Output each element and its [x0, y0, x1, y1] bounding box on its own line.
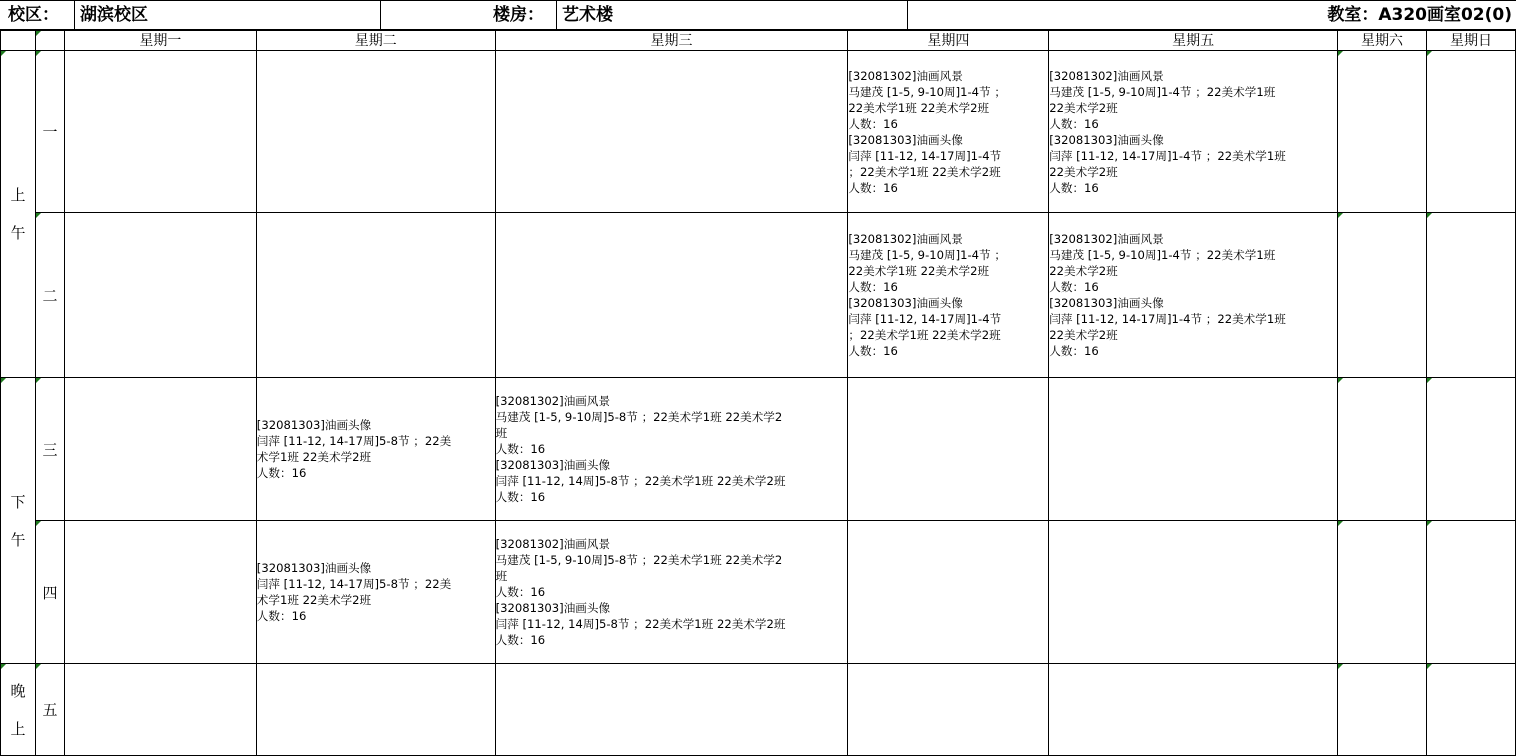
course-line: 闫萍 [11-12, 14-17周]1-4节	[848, 148, 1002, 163]
cell-p1-wed[interactable]	[495, 51, 848, 213]
course-line: 马建茂 [1-5, 9-10周]1-4节 ；22美术学1班	[1049, 248, 1276, 262]
course-line: 闫萍 [11-12, 14-17周]1-4节 ；22美术学1班	[1049, 148, 1286, 163]
cell-p1-tue[interactable]	[256, 51, 495, 213]
cell-p5-sat[interactable]	[1338, 664, 1427, 756]
period-label-5: 五	[35, 664, 64, 756]
course-line: 人数：16	[495, 585, 546, 599]
day-header-sat: 星期六	[1338, 31, 1427, 51]
course-line: 闫萍 [11-12, 14-17周]5-8节 ；22美	[256, 577, 452, 591]
course-line: [32081303]油画头像	[256, 418, 372, 432]
campus-value: 湖滨校区	[75, 0, 381, 30]
course-line: 22美术学2班	[1049, 100, 1118, 115]
cell-p3-tue[interactable]	[256, 378, 495, 521]
room-label: 教室：	[1327, 5, 1379, 25]
cell-p3-sat[interactable]	[1338, 378, 1427, 521]
course-line: [32081302]油画风景	[848, 68, 963, 83]
cell-p4-thu[interactable]	[848, 521, 1049, 664]
cell-p2-wed[interactable]	[495, 213, 848, 378]
course-line: [32081303]油画头像	[1049, 132, 1164, 147]
cell-p2-thu[interactable]	[848, 213, 1049, 378]
cell-p4-wed[interactable]	[495, 521, 848, 664]
day-header-wed: 星期三	[495, 31, 848, 51]
cell-p3-wed[interactable]	[495, 378, 848, 521]
course-line: [32081302]油画风景	[1049, 68, 1164, 83]
course-line: [32081303]油画头像	[256, 561, 372, 575]
course-line: 马建茂 [1-5, 9-10周]5-8节 ；22美术学1班 22美术学2	[495, 410, 783, 424]
day-header-tue: 星期二	[256, 31, 495, 51]
course-line: [32081303]油画头像	[495, 601, 611, 615]
room-info	[908, 0, 1516, 30]
course-line: 闫萍 [11-12, 14-17周]1-4节	[848, 312, 1002, 326]
course-line: 22美术学2班	[1049, 328, 1118, 342]
course-line: 人数：16	[256, 609, 307, 623]
cell-p4-mon[interactable]	[64, 521, 256, 664]
course-line: [32081303]油画头像	[848, 296, 963, 310]
cell-p3-mon[interactable]	[64, 378, 256, 521]
room-value: A320画室02(0)	[1378, 5, 1512, 25]
cell-p2-sun[interactable]	[1426, 213, 1515, 378]
course-line: 马建茂 [1-5, 9-10周]1-4节 ；	[848, 248, 1006, 262]
course-line: 闫萍 [11-12, 14-17周]1-4节 ；22美术学1班	[1049, 312, 1286, 326]
cell-p2-mon[interactable]	[64, 213, 256, 378]
course-line: 人数：16	[1049, 116, 1099, 131]
course-line: 人数：16	[848, 280, 898, 294]
day-header-mon: 星期一	[64, 31, 256, 51]
course-line: 人数：16	[495, 633, 546, 647]
course-line: 术学1班 22美术学2班	[256, 593, 372, 607]
course-line: 22美术学1班 22美术学2班	[848, 264, 990, 278]
cell-p2-fri[interactable]	[1049, 213, 1338, 378]
cell-p1-sat[interactable]	[1338, 51, 1427, 213]
course-line: ；22美术学1班 22美术学2班	[848, 328, 1001, 342]
cell-p1-mon[interactable]	[64, 51, 256, 213]
cell-p3-fri[interactable]	[1049, 378, 1338, 521]
course-line: 人数：16	[495, 442, 546, 456]
course-line: 22美术学2班	[1049, 264, 1118, 278]
course-line: 人数：16	[495, 490, 546, 504]
cell-p5-sun[interactable]	[1426, 664, 1515, 756]
cell-p1-sun[interactable]	[1426, 51, 1515, 213]
course-line: 22美术学1班 22美术学2班	[848, 100, 990, 115]
course-line: 班	[495, 569, 508, 583]
cell-p5-mon[interactable]	[64, 664, 256, 756]
course-line: 人数：16	[1049, 280, 1099, 294]
course-line: 22美术学2班	[1049, 164, 1118, 179]
course-line: 闫萍 [11-12, 14周]5-8节 ；22美术学1班 22美术学2班	[495, 474, 786, 488]
course-line: [32081302]油画风景	[1049, 232, 1164, 246]
half-label-afternoon: 下 午	[1, 378, 36, 664]
course-line: 闫萍 [11-12, 14周]5-8节 ；22美术学1班 22美术学2班	[495, 617, 786, 631]
half-label-morning: 上 午	[1, 51, 36, 378]
cell-p5-tue[interactable]	[256, 664, 495, 756]
cell-p4-tue[interactable]	[256, 521, 495, 664]
cell-p4-sun[interactable]	[1426, 521, 1515, 664]
cell-p4-fri[interactable]	[1049, 521, 1338, 664]
building-value: 艺术楼	[557, 0, 908, 30]
cell-p1-fri[interactable]	[1049, 51, 1338, 213]
course-line: [32081303]油画头像	[1049, 296, 1164, 310]
course-line: [32081302]油画风景	[495, 394, 611, 408]
course-line: 人数：16	[848, 116, 898, 131]
cell-p3-sun[interactable]	[1426, 378, 1515, 521]
period-label-2: 二	[35, 213, 64, 378]
corner-cell-2	[35, 31, 64, 51]
day-header-sun: 星期日	[1426, 31, 1515, 51]
cell-p5-wed[interactable]	[495, 664, 848, 756]
cell-p2-tue[interactable]	[256, 213, 495, 378]
course-line: 马建茂 [1-5, 9-10周]1-4节 ；	[848, 84, 1006, 99]
cell-p5-fri[interactable]	[1049, 664, 1338, 756]
day-header-fri: 星期五	[1049, 31, 1338, 51]
cell-p4-sat[interactable]	[1338, 521, 1427, 664]
half-label-evening: 晚 上	[1, 664, 36, 756]
course-line: 人数：16	[848, 344, 898, 358]
course-line: [32081303]油画头像	[495, 458, 611, 472]
course-line: 人数：16	[1049, 344, 1099, 358]
course-line: 马建茂 [1-5, 9-10周]1-4节 ；22美术学1班	[1049, 84, 1276, 99]
cell-p2-sat[interactable]	[1338, 213, 1427, 378]
course-line: 术学1班 22美术学2班	[256, 450, 372, 464]
cell-p5-thu[interactable]	[848, 664, 1049, 756]
corner-cell	[1, 31, 36, 51]
cell-p1-thu[interactable]	[848, 51, 1049, 213]
course-line: 闫萍 [11-12, 14-17周]5-8节 ；22美	[256, 434, 452, 448]
course-line: ；22美术学1班 22美术学2班	[848, 164, 1001, 179]
course-line: [32081302]油画风景	[848, 232, 963, 246]
course-line: 马建茂 [1-5, 9-10周]5-8节 ；22美术学1班 22美术学2	[495, 553, 783, 567]
course-line: 班	[495, 426, 508, 440]
timetable	[0, 30, 1516, 756]
course-line: [32081303]油画头像	[848, 132, 963, 147]
period-label-1: 一	[35, 51, 64, 213]
cell-p3-thu[interactable]	[848, 378, 1049, 521]
building-label: 楼房：	[381, 0, 557, 30]
course-line: [32081302]油画风景	[495, 537, 611, 551]
day-header-thu: 星期四	[848, 31, 1049, 51]
period-label-3: 三	[35, 378, 64, 521]
period-label-4: 四	[35, 521, 64, 664]
campus-label: 校区：	[0, 0, 75, 30]
course-line: 人数：16	[848, 180, 898, 195]
course-line: 人数：16	[1049, 180, 1099, 195]
course-line: 人数：16	[256, 466, 307, 480]
